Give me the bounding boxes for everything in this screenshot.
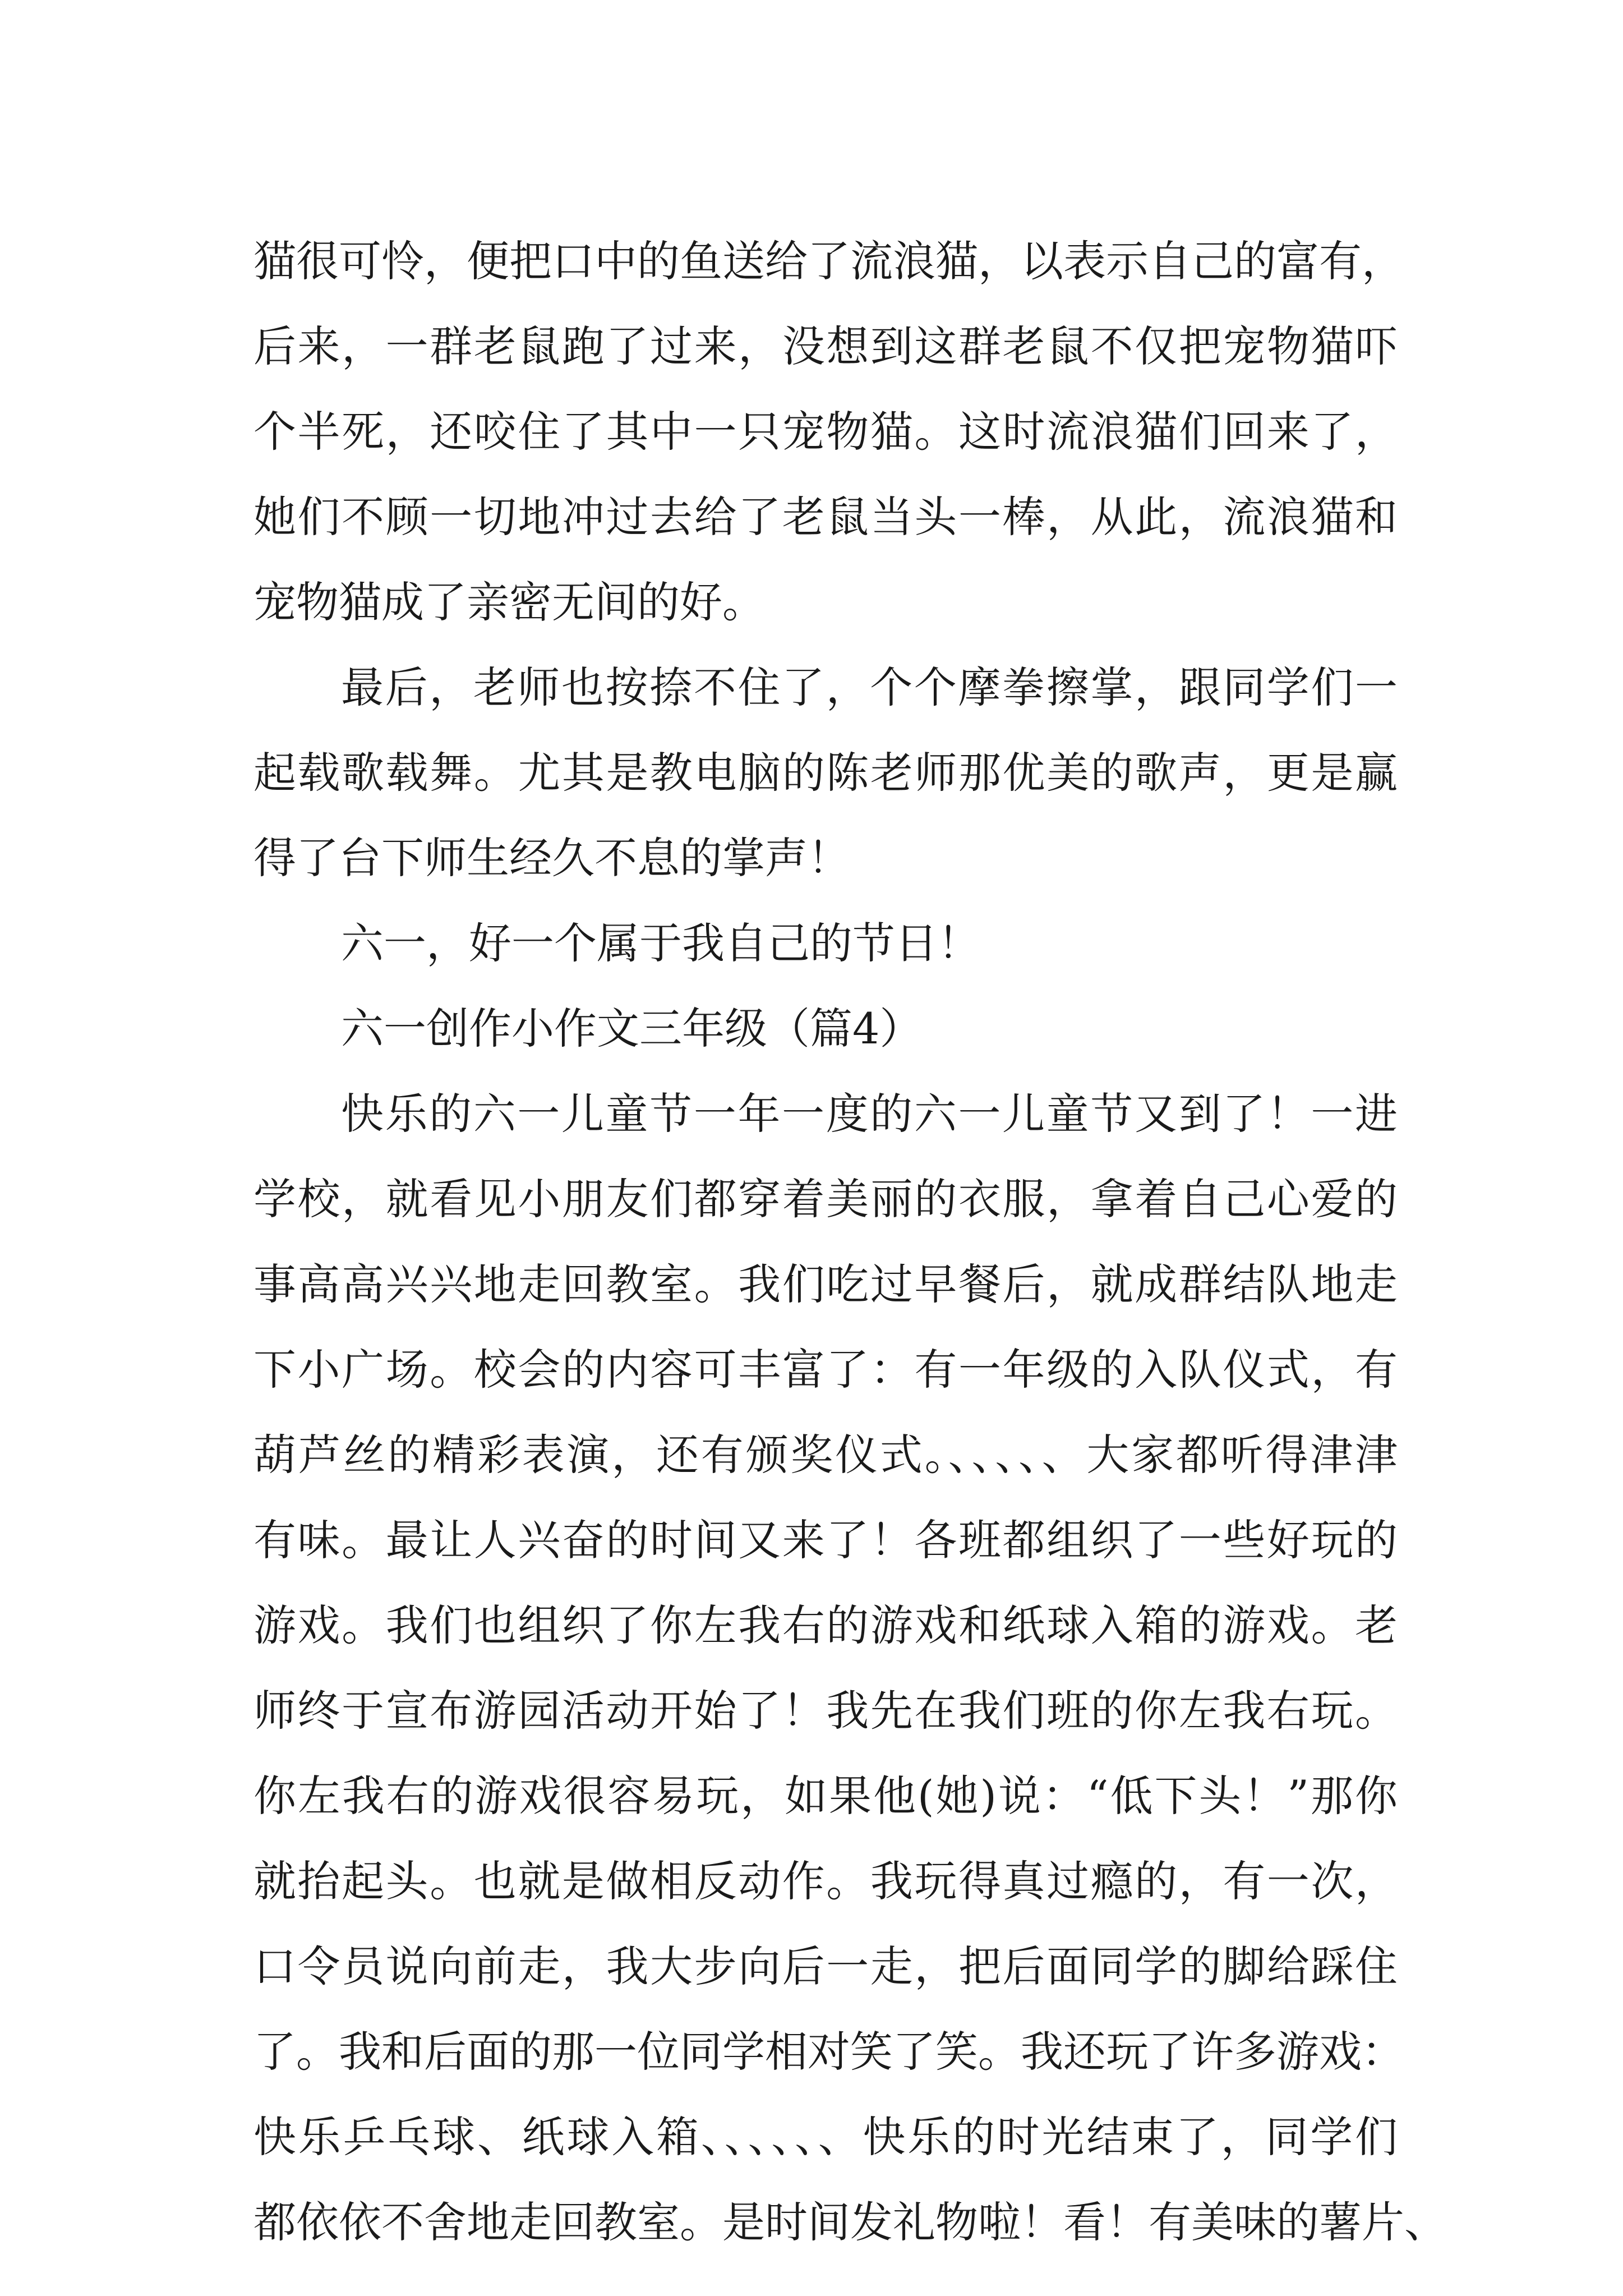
text-line: 下小广场。校会的内容可丰富了：有一年级的入队仪式，有 xyxy=(253,1345,1398,1395)
text-line: 六一，好一个属于我自己的节日！ xyxy=(341,918,980,968)
text-line: 后来，一群老鼠跑了过来，没想到这群老鼠不仅把宠物猫吓 xyxy=(253,321,1398,371)
text-line: 得了台下师生经久不息的掌声！ xyxy=(253,833,850,883)
text-line: 事高高兴兴地走回教室。我们吃过早餐后，就成群结队地走 xyxy=(253,1259,1398,1309)
text-line: 有味。最让人兴奋的时间又来了！各班都组织了一些好玩的 xyxy=(253,1515,1398,1565)
text-line: 猫很可怜，便把口中的鱼送给了流浪猫，以表示自己的富有， xyxy=(253,236,1404,286)
text-line: 口令员说向前走，我大步向后一走，把后面同学的脚给踩住 xyxy=(253,1941,1398,1991)
document-body xyxy=(253,219,1447,2265)
text-line: 葫芦丝的精彩表演，还有颁奖仪式。、、、、、大家都听得津津 xyxy=(253,1430,1398,1480)
text-line: 个半死，还咬住了其中一只宠物猫。这时流浪猫们回来了， xyxy=(253,407,1398,457)
text-line: 她们不顾一切地冲过去给了老鼠当头一棒，从此，流浪猫和 xyxy=(253,492,1398,542)
text-line: 宠物猫成了亲密无间的好。 xyxy=(253,577,765,627)
text-line: 快乐乒乓球、纸球入箱、、、、、、快乐的时光结束了，同学们 xyxy=(253,2112,1398,2162)
text-line: 游戏。我们也组织了你左我右的游戏和纸球入箱的游戏。老 xyxy=(253,1600,1398,1650)
text-line: 学校，就看见小朋友们都穿着美丽的衣服，拿着自己心爱的 xyxy=(253,1174,1398,1224)
text-line: 最后，老师也按捺不住了，个个摩拳擦掌，跟同学们一 xyxy=(341,662,1398,712)
text-line: 都依依不舍地走回教室。是时间发礼物啦！看！有美味的薯片、 xyxy=(253,2197,1447,2247)
text-line: 快乐的六一儿童节一年一度的六一儿童节又到了！一进 xyxy=(341,1089,1398,1139)
text-line: 就抬起头。也就是做相反动作。我玩得真过瘾的，有一次， xyxy=(253,1856,1398,1906)
text-line: 起载歌载舞。尤其是教电脑的陈老师那优美的歌声，更是赢 xyxy=(253,748,1398,798)
text-line: 师终于宣布游园活动开始了！我先在我们班的你左我右玩。 xyxy=(253,1686,1398,1736)
text-line: 你左我右的游戏很容易玩，如果他(她)说：“低下头！”那你 xyxy=(253,1771,1398,1821)
text-line: 了。我和后面的那一位同学相对笑了笑。我还玩了许多游戏： xyxy=(253,2027,1404,2077)
section-heading: 六一创作小作文三年级（篇4） xyxy=(341,1004,923,1053)
